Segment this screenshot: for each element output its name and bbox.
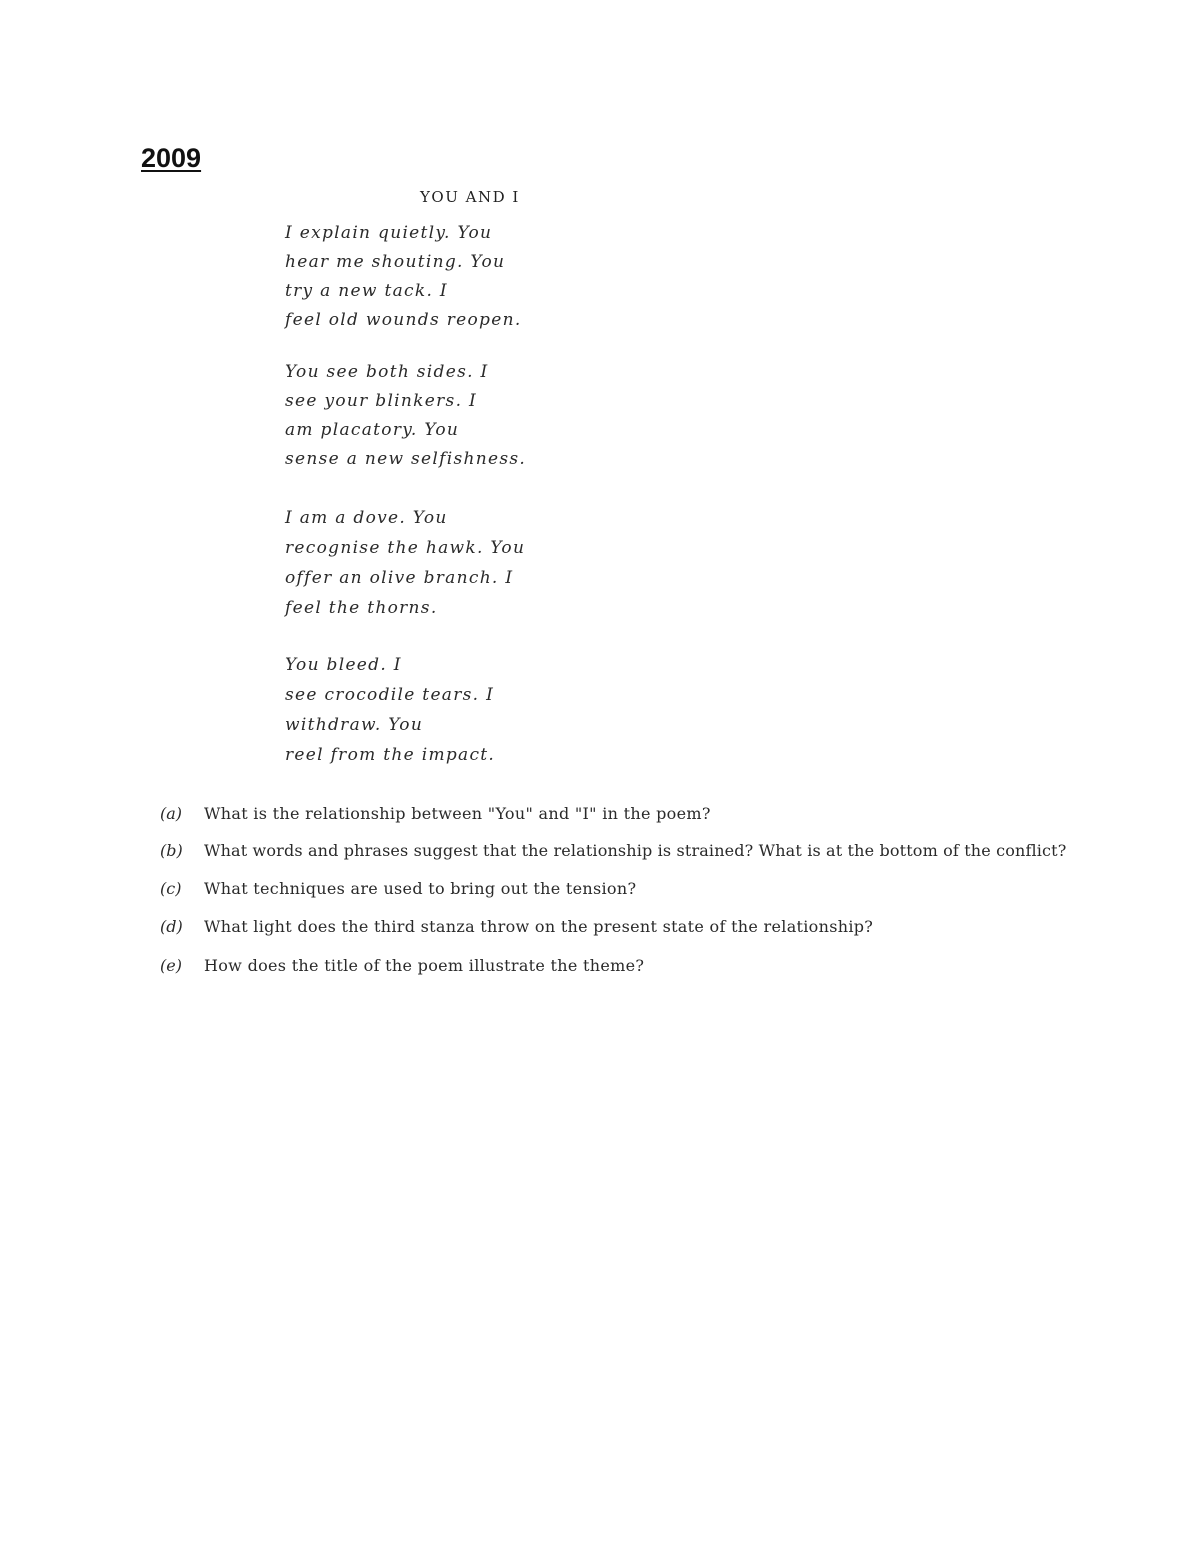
question-text: What techniques are used to bring out the tension? <box>204 879 637 898</box>
poem-line: reel from the impact. <box>285 745 496 765</box>
stanza-1 <box>285 219 522 335</box>
poem-line: hear me shouting. You <box>285 252 506 272</box>
poem-line: try a new tack. I <box>285 281 448 301</box>
question-item <box>160 879 636 898</box>
poem-line: You see both sides. I <box>285 362 489 382</box>
question-text: What words and phrases suggest that the relationship is strained? What is at the bottom of the conflict? <box>204 841 1067 860</box>
poem-line: see crocodile tears. I <box>285 685 495 705</box>
question-item <box>160 804 711 823</box>
question-marker: (a) <box>160 804 183 823</box>
question-text: How does the title of the poem illustrate the theme? <box>204 956 645 975</box>
poem-line: offer an olive branch. I <box>285 568 514 588</box>
poem-line: sense a new selfishness. <box>285 449 527 469</box>
question-marker: (e) <box>160 956 182 975</box>
stanza-4 <box>285 650 495 770</box>
poem-line: feel old wounds reopen. <box>285 310 522 330</box>
poem-line: I am a dove. You <box>285 508 448 528</box>
poem-title: YOU AND I <box>420 188 520 206</box>
question-text: What light does the third stanza throw on the present state of the relationship? <box>204 917 874 936</box>
poem-line: You bleed. I <box>285 655 402 675</box>
year-heading: 2009 <box>141 143 202 173</box>
question-item <box>160 917 873 936</box>
stanza-2 <box>285 358 526 474</box>
poem-line: recognise the hawk. You <box>285 538 526 558</box>
question-item <box>160 956 644 975</box>
question-marker: (b) <box>160 841 183 860</box>
poem-line: see your blinkers. I <box>285 391 478 411</box>
poem-line: withdraw. You <box>285 715 424 735</box>
poem-line: feel the thorns. <box>285 598 438 618</box>
poem-line: am placatory. You <box>285 420 460 440</box>
stanza-3 <box>285 503 525 623</box>
question-text: What is the relationship between "You" and "I" in the poem? <box>204 804 711 823</box>
question-marker: (d) <box>160 917 183 936</box>
question-item <box>160 841 1066 860</box>
poem-line: I explain quietly. You <box>285 223 493 243</box>
question-marker: (c) <box>160 879 182 898</box>
